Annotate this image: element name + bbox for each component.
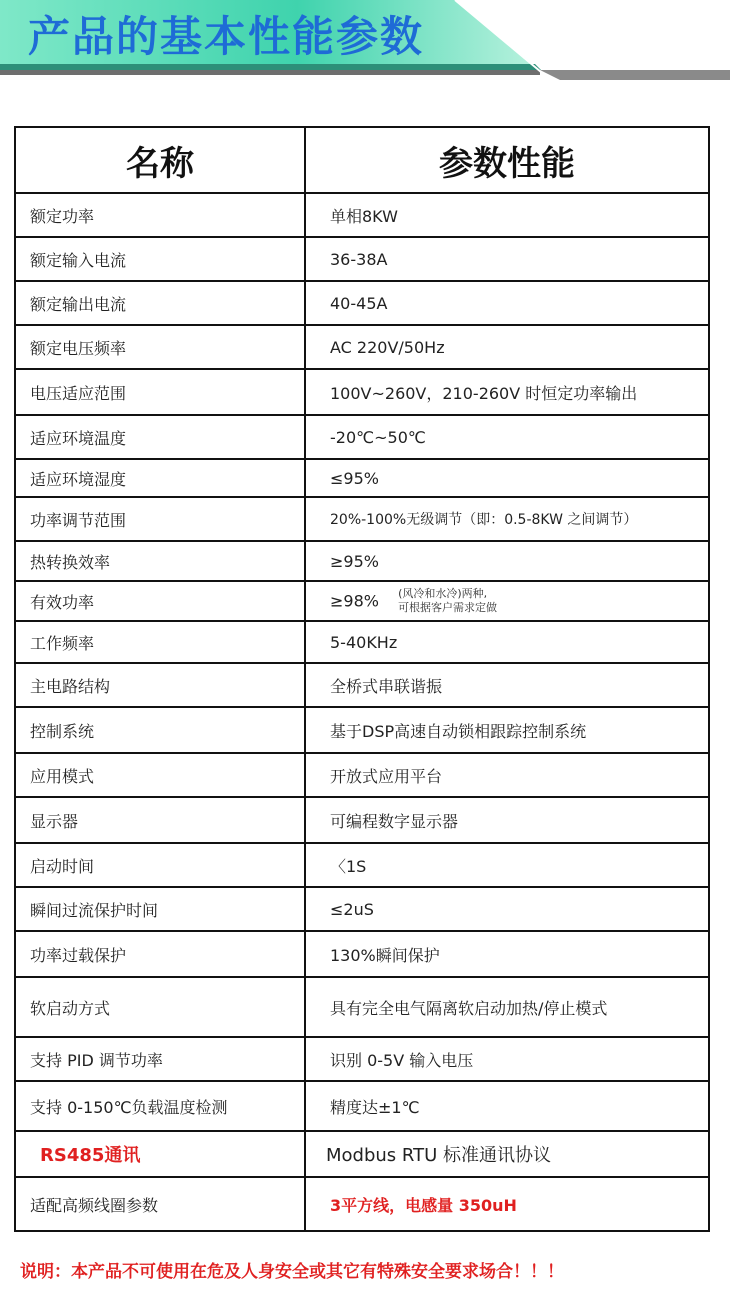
param-value: 5-40KHz	[305, 621, 709, 663]
column-header-name: 名称	[15, 127, 305, 193]
table-row	[15, 1131, 709, 1177]
note-line-1: (风冷和水冷)两种,	[398, 587, 488, 600]
param-name: 显示器	[15, 797, 305, 843]
safety-warning: 说明：本产品不可使用在危及人身安全或其它有特殊安全要求场合！！！	[20, 1262, 564, 1282]
param-name: 热转换效率	[15, 541, 305, 581]
param-value: 具有完全电气隔离软启动加热/停止模式	[305, 977, 709, 1037]
param-name: RS485通讯	[15, 1131, 305, 1177]
table-row	[15, 459, 709, 497]
param-name: 有效功率	[15, 581, 305, 621]
title-banner	[0, 0, 730, 90]
param-value: AC 220V/50Hz	[305, 325, 709, 369]
param-value-note	[398, 587, 497, 615]
param-name: 额定电压频率	[15, 325, 305, 369]
spec-table	[14, 126, 710, 1232]
param-value: ≤95%	[305, 459, 709, 497]
table-row	[15, 369, 709, 415]
table-row	[15, 281, 709, 325]
param-value: 精度达±1℃	[305, 1081, 709, 1131]
param-value: 单相8KW	[305, 193, 709, 237]
spec-table-wrapper	[14, 126, 708, 1232]
table-row	[15, 1177, 709, 1231]
param-value: 全桥式串联谐振	[305, 663, 709, 707]
param-value: 〈1S	[305, 843, 709, 887]
param-name: 适应环境温度	[15, 415, 305, 459]
table-row	[15, 843, 709, 887]
param-value: ≤2uS	[305, 887, 709, 931]
param-name: 主电路结构	[15, 663, 305, 707]
table-row	[15, 887, 709, 931]
param-value: 开放式应用平台	[305, 753, 709, 797]
param-name: 瞬间过流保护时间	[15, 887, 305, 931]
page-title: 产品的基本性能参数	[28, 12, 425, 61]
param-value: 3平方线，电感量 350uH	[305, 1177, 709, 1231]
param-name: 启动时间	[15, 843, 305, 887]
table-row	[15, 237, 709, 281]
param-name: 额定功率	[15, 193, 305, 237]
table-row	[15, 977, 709, 1037]
table-row	[15, 581, 709, 621]
param-name: 电压适应范围	[15, 369, 305, 415]
table-row	[15, 707, 709, 753]
param-value: 基于DSP高速自动锁相跟踪控制系统	[305, 707, 709, 753]
param-name: 适配高频线圈参数	[15, 1177, 305, 1231]
param-name: 功率调节范围	[15, 497, 305, 541]
param-value: ≥95%	[305, 541, 709, 581]
param-name: 应用模式	[15, 753, 305, 797]
table-header-row	[15, 127, 709, 193]
table-row	[15, 931, 709, 977]
param-name: 功率过载保护	[15, 931, 305, 977]
column-header-value: 参数性能	[305, 127, 709, 193]
param-value: 100V~260V，210-260V 时恒定功率输出	[305, 369, 709, 415]
param-name: 适应环境湿度	[15, 459, 305, 497]
param-value: -20℃~50℃	[305, 415, 709, 459]
param-name: 工作频率	[15, 621, 305, 663]
param-value: ≥98%	[330, 591, 379, 611]
table-row	[15, 1081, 709, 1131]
param-name: 支持 PID 调节功率	[15, 1037, 305, 1081]
table-row	[15, 193, 709, 237]
param-name: 额定输出电流	[15, 281, 305, 325]
param-name: 控制系统	[15, 707, 305, 753]
param-value-cell	[305, 581, 709, 621]
param-value: 20%-100%无级调节（即：0.5-8KW 之间调节）	[305, 497, 709, 541]
table-row	[15, 663, 709, 707]
note-line-2: 可根据客户需求定做	[398, 601, 498, 614]
param-value: 130%瞬间保护	[305, 931, 709, 977]
param-name: 支持 0-150℃负载温度检测	[15, 1081, 305, 1131]
table-row	[15, 497, 709, 541]
table-row	[15, 621, 709, 663]
table-row	[15, 797, 709, 843]
param-name: 软启动方式	[15, 977, 305, 1037]
param-value: Modbus RTU 标准通讯协议	[305, 1131, 709, 1177]
param-value: 可编程数字显示器	[305, 797, 709, 843]
param-value: 40-45A	[305, 281, 709, 325]
param-value: 36-38A	[305, 237, 709, 281]
table-row	[15, 541, 709, 581]
param-name: 额定输入电流	[15, 237, 305, 281]
param-value: 识别 0-5V 输入电压	[305, 1037, 709, 1081]
table-row	[15, 1037, 709, 1081]
table-row	[15, 753, 709, 797]
table-row	[15, 415, 709, 459]
table-row	[15, 325, 709, 369]
